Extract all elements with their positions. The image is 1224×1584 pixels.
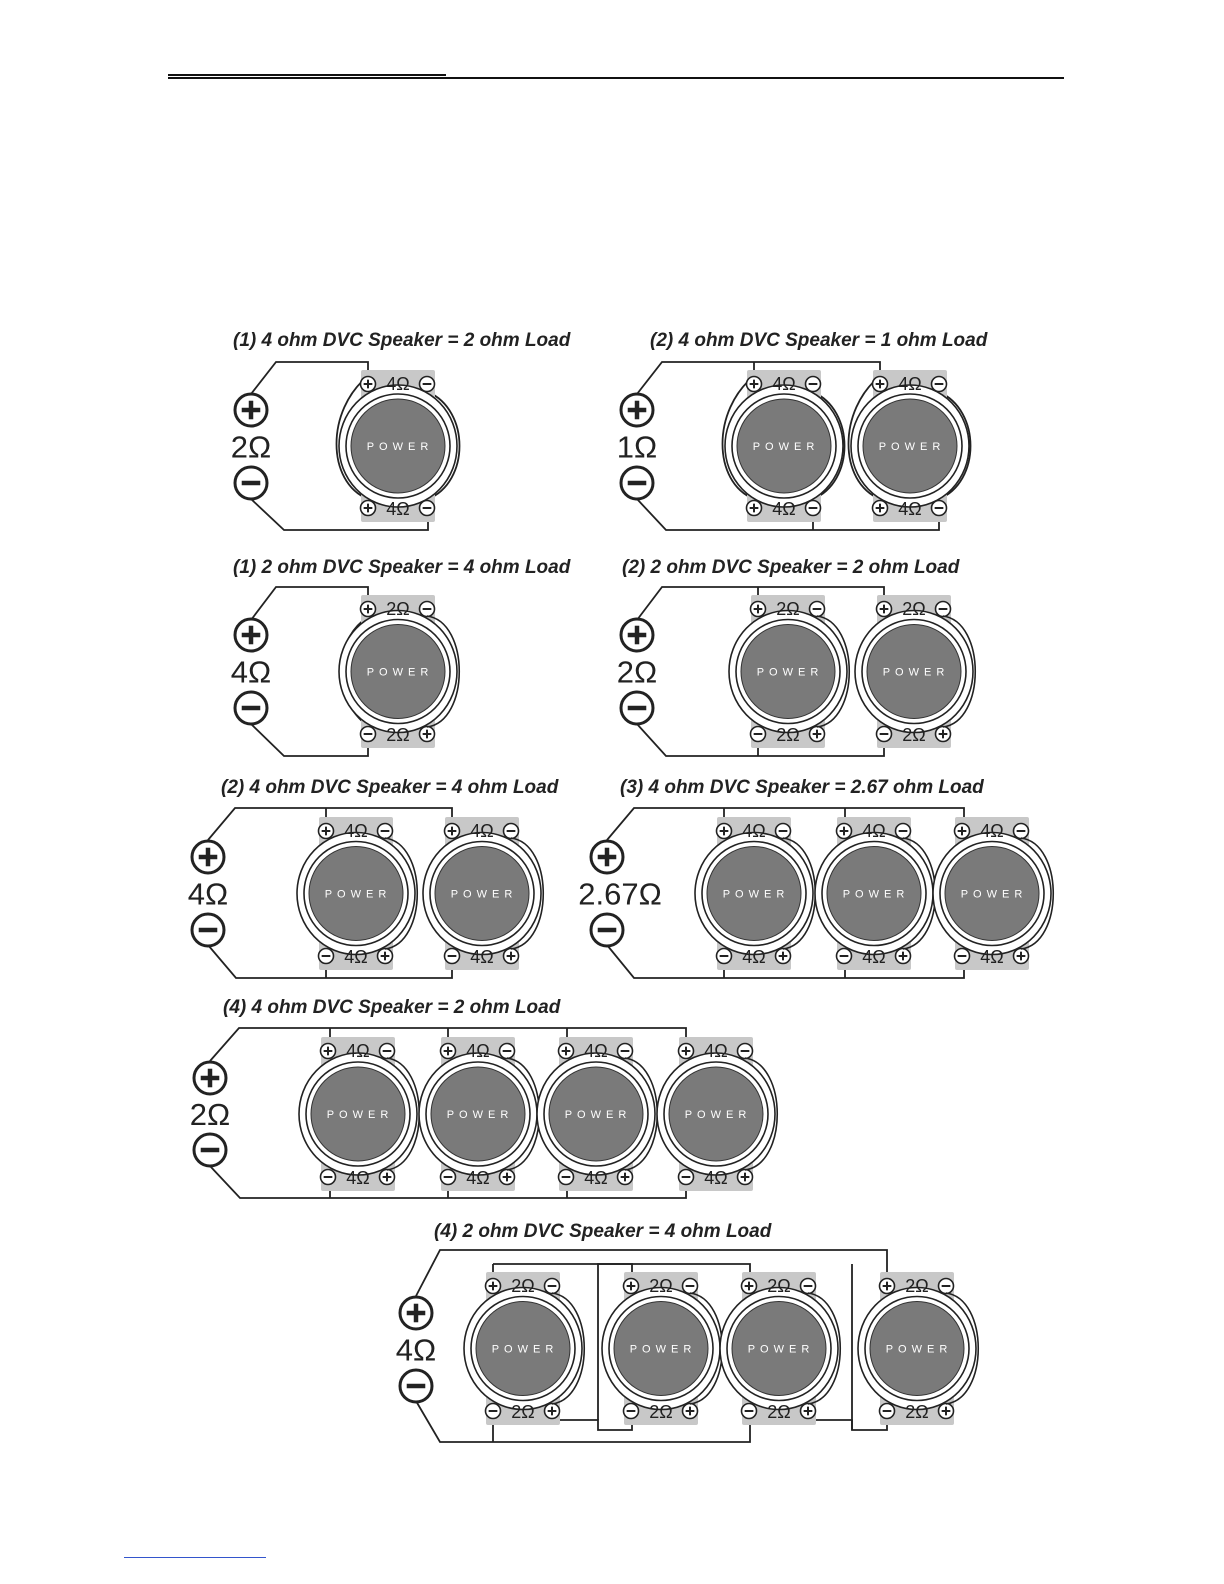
minus-terminal-icon (504, 824, 519, 839)
minus-terminal-icon (955, 949, 970, 964)
minus-terminal-icon (806, 377, 821, 392)
minus-terminal-icon (445, 949, 460, 964)
coil-label: 4Ω (344, 821, 368, 841)
plus-terminal-icon (717, 824, 732, 839)
coil-label: 2Ω (902, 599, 926, 619)
minus-terminal-icon (400, 1370, 432, 1402)
minus-terminal-icon (235, 692, 267, 724)
dvc-speaker (602, 1272, 722, 1425)
diagram-title: (2) 2 ohm DVC Speaker = 2 ohm Load (622, 557, 960, 578)
dvc-speaker (464, 1272, 584, 1425)
minus-terminal-icon (738, 1044, 753, 1059)
wire-negative (251, 724, 368, 756)
minus-terminal-icon (837, 949, 852, 964)
minus-terminal-icon (936, 602, 951, 617)
coil-label: 4Ω (346, 1041, 370, 1061)
dvc-speaker (815, 817, 935, 970)
plus-terminal-icon (500, 1170, 515, 1185)
coil-label: 4Ω (386, 499, 410, 519)
dvc-speaker (657, 1037, 777, 1191)
minus-terminal-icon (939, 1279, 954, 1294)
plus-terminal-icon (801, 1404, 816, 1419)
coil-label: 4Ω (704, 1041, 728, 1061)
coil-label: 2Ω (776, 725, 800, 745)
speaker-brand: POWER (756, 666, 824, 679)
minus-terminal-icon (801, 1279, 816, 1294)
plus-terminal-icon (873, 501, 888, 516)
plus-terminal-icon (192, 841, 224, 873)
plus-terminal-icon (747, 501, 762, 516)
speaker-brand: POWER (885, 1343, 953, 1356)
minus-terminal-icon (618, 1044, 633, 1059)
dvc-speaker (858, 1272, 978, 1425)
coil-label: 4Ω (742, 947, 766, 967)
plus-terminal-icon (742, 1279, 757, 1294)
coil-label: 4Ω (346, 1168, 370, 1188)
amplifier-terminals (231, 394, 271, 499)
coil-label: 4Ω (704, 1168, 728, 1188)
speaker-brand: POWER (326, 1109, 394, 1121)
coil-label: 4Ω (584, 1041, 608, 1061)
speaker-brand: POWER (684, 1109, 752, 1121)
diagram-title: (3) 4 ohm DVC Speaker = 2.67 ohm Load (620, 777, 984, 798)
plus-terminal-icon (319, 824, 334, 839)
coil-label: 2Ω (511, 1402, 535, 1422)
diagram-title: (1) 4 ohm DVC Speaker = 2 ohm Load (233, 330, 571, 351)
speaker-brand: POWER (446, 1109, 514, 1121)
coil-label: 4Ω (470, 947, 494, 967)
minus-terminal-icon (896, 824, 911, 839)
minus-terminal-icon (683, 1279, 698, 1294)
coil-label: 4Ω (584, 1168, 608, 1188)
minus-terminal-icon (877, 727, 892, 742)
amplifier-terminals (190, 1062, 230, 1166)
coil-label: 4Ω (980, 947, 1004, 967)
speaker-brand: POWER (564, 1109, 632, 1121)
wire-negative (416, 1401, 750, 1442)
minus-terminal-icon (378, 824, 393, 839)
plus-terminal-icon (559, 1044, 574, 1059)
amplifier-terminals (617, 394, 657, 499)
amplifier-terminals (617, 619, 657, 724)
plus-terminal-icon (618, 1170, 633, 1185)
coil-label: 4Ω (742, 821, 766, 841)
series-link (551, 1420, 632, 1430)
plus-terminal-icon (504, 949, 519, 964)
amplifier-terminals (396, 1297, 436, 1402)
dvc-speaker (851, 370, 969, 522)
diagram-title: (4) 2 ohm DVC Speaker = 4 ohm Load (434, 1221, 772, 1242)
plus-terminal-icon (880, 1279, 895, 1294)
minus-terminal-icon (810, 602, 825, 617)
minus-terminal-icon (621, 467, 653, 499)
wire-positive (251, 362, 368, 394)
speaker-brand: POWER (629, 1343, 697, 1356)
coil-label: 2Ω (386, 599, 410, 619)
plus-terminal-icon (877, 602, 892, 617)
speaker-brand: POWER (366, 666, 434, 679)
minus-terminal-icon (591, 914, 623, 946)
speaker-brand: POWER (491, 1343, 559, 1356)
dvc-speaker (423, 817, 543, 970)
minus-terminal-icon (380, 1044, 395, 1059)
amplifier-terminals (578, 841, 662, 946)
minus-terminal-icon (545, 1279, 560, 1294)
dvc-speaker (725, 370, 843, 522)
dvc-speaker (339, 370, 457, 522)
load-label: 4Ω (187, 876, 229, 912)
minus-terminal-icon (932, 501, 947, 516)
coil-label: 4Ω (470, 821, 494, 841)
load-label: 4Ω (395, 1332, 437, 1368)
coil-label: 4Ω (772, 499, 796, 519)
dvc-speaker (299, 1037, 419, 1191)
minus-terminal-icon (420, 501, 435, 516)
plus-terminal-icon (445, 824, 460, 839)
dvc-speaker (537, 1037, 657, 1191)
plus-terminal-icon (936, 727, 951, 742)
dvc-speaker (855, 595, 975, 748)
coil-label: 2Ω (905, 1276, 929, 1296)
plus-terminal-icon (751, 602, 766, 617)
plus-terminal-icon (955, 824, 970, 839)
load-label: 2Ω (189, 1097, 231, 1132)
minus-terminal-icon (420, 377, 435, 392)
coil-label: 4Ω (466, 1041, 490, 1061)
coil-label: 2Ω (511, 1276, 535, 1296)
diagram-title: (2) 4 ohm DVC Speaker = 4 ohm Load (221, 777, 559, 798)
plus-terminal-icon (738, 1170, 753, 1185)
plus-terminal-icon (420, 727, 435, 742)
coil-label: 2Ω (776, 599, 800, 619)
minus-terminal-icon (319, 949, 334, 964)
coil-label: 4Ω (898, 499, 922, 519)
plus-terminal-icon (400, 1297, 432, 1329)
plus-terminal-icon (624, 1279, 639, 1294)
minus-terminal-icon (621, 692, 653, 724)
minus-terminal-icon (194, 1134, 226, 1166)
diagram-title: (1) 2 ohm DVC Speaker = 4 ohm Load (233, 557, 571, 578)
diagram-title: (4) 4 ohm DVC Speaker = 2 ohm Load (223, 997, 561, 1018)
coil-label: 4Ω (772, 374, 796, 394)
load-label: 2Ω (616, 654, 658, 690)
dvc-speaker (695, 817, 815, 970)
coil-label: 4Ω (466, 1168, 490, 1188)
dvc-speaker (419, 1037, 539, 1191)
plus-terminal-icon (380, 1170, 395, 1185)
coil-label: 4Ω (862, 821, 886, 841)
minus-terminal-icon (717, 949, 732, 964)
plus-terminal-icon (621, 619, 653, 651)
plus-terminal-icon (896, 949, 911, 964)
load-label: 2Ω (230, 429, 272, 465)
plus-terminal-icon (747, 377, 762, 392)
plus-terminal-icon (361, 602, 376, 617)
parts-layer (188, 330, 1053, 1425)
plus-terminal-icon (361, 501, 376, 516)
speaker-brand: POWER (366, 441, 434, 453)
coil-label: 2Ω (649, 1276, 673, 1296)
minus-terminal-icon (742, 1404, 757, 1419)
minus-terminal-icon (361, 727, 376, 742)
minus-terminal-icon (751, 727, 766, 742)
plus-terminal-icon (683, 1404, 698, 1419)
minus-terminal-icon (559, 1170, 574, 1185)
coil-label: 2Ω (386, 725, 410, 745)
load-label: 4Ω (230, 654, 272, 690)
amplifier-terminals (188, 841, 228, 946)
speaker-brand: POWER (324, 888, 392, 901)
coil-label: 4Ω (980, 821, 1004, 841)
minus-terminal-icon (420, 602, 435, 617)
plus-terminal-icon (939, 1404, 954, 1419)
plus-terminal-icon (837, 824, 852, 839)
speaker-brand: POWER (747, 1343, 815, 1356)
amplifier-terminals (231, 619, 271, 724)
speaker-brand: POWER (722, 888, 790, 901)
plus-terminal-icon (441, 1044, 456, 1059)
diagram-title: (2) 4 ohm DVC Speaker = 1 ohm Load (650, 330, 988, 351)
plus-terminal-icon (591, 841, 623, 873)
minus-terminal-icon (486, 1404, 501, 1419)
minus-terminal-icon (321, 1170, 336, 1185)
load-label: 1Ω (616, 429, 658, 465)
plus-terminal-icon (321, 1044, 336, 1059)
plus-terminal-icon (679, 1044, 694, 1059)
speaker-brand: POWER (960, 888, 1028, 901)
coil-label: 2Ω (905, 1402, 929, 1422)
minus-terminal-icon (776, 824, 791, 839)
coil-label: 4Ω (898, 374, 922, 394)
minus-terminal-icon (806, 501, 821, 516)
plus-terminal-icon (235, 394, 267, 426)
plus-terminal-icon (873, 377, 888, 392)
plus-terminal-icon (361, 377, 376, 392)
speaker-brand: POWER (882, 666, 950, 679)
minus-terminal-icon (679, 1170, 694, 1185)
coil-label: 4Ω (862, 947, 886, 967)
minus-terminal-icon (192, 914, 224, 946)
series-link (808, 1420, 887, 1430)
plus-terminal-icon (378, 949, 393, 964)
dvc-speaker (720, 1272, 840, 1425)
plus-terminal-icon (235, 619, 267, 651)
coil-label: 2Ω (649, 1402, 673, 1422)
speaker-brand: POWER (450, 888, 518, 901)
speaker-brand: POWER (842, 888, 910, 901)
minus-terminal-icon (1014, 824, 1029, 839)
dvc-speaker (339, 595, 459, 748)
plus-terminal-icon (810, 727, 825, 742)
plus-terminal-icon (486, 1279, 501, 1294)
coil-label: 4Ω (344, 947, 368, 967)
speaker-brand: POWER (752, 441, 820, 453)
plus-terminal-icon (1014, 949, 1029, 964)
minus-terminal-icon (880, 1404, 895, 1419)
plus-terminal-icon (621, 394, 653, 426)
plus-terminal-icon (545, 1404, 560, 1419)
coil-label: 2Ω (767, 1402, 791, 1422)
footer-rule (124, 1557, 266, 1558)
coil-label: 2Ω (902, 725, 926, 745)
coil-label: 2Ω (767, 1276, 791, 1296)
speaker-brand: POWER (878, 441, 946, 453)
plus-terminal-icon (194, 1062, 226, 1094)
wire-positive (251, 587, 368, 620)
dvc-speaker (933, 817, 1053, 970)
minus-terminal-icon (500, 1044, 515, 1059)
plus-terminal-icon (776, 949, 791, 964)
minus-terminal-icon (235, 467, 267, 499)
load-label: 2.67Ω (578, 876, 662, 912)
dvc-speaker (297, 817, 417, 970)
minus-terminal-icon (932, 377, 947, 392)
dvc-speaker (729, 595, 849, 748)
minus-terminal-icon (441, 1170, 456, 1185)
minus-terminal-icon (624, 1404, 639, 1419)
coil-label: 4Ω (386, 374, 410, 394)
